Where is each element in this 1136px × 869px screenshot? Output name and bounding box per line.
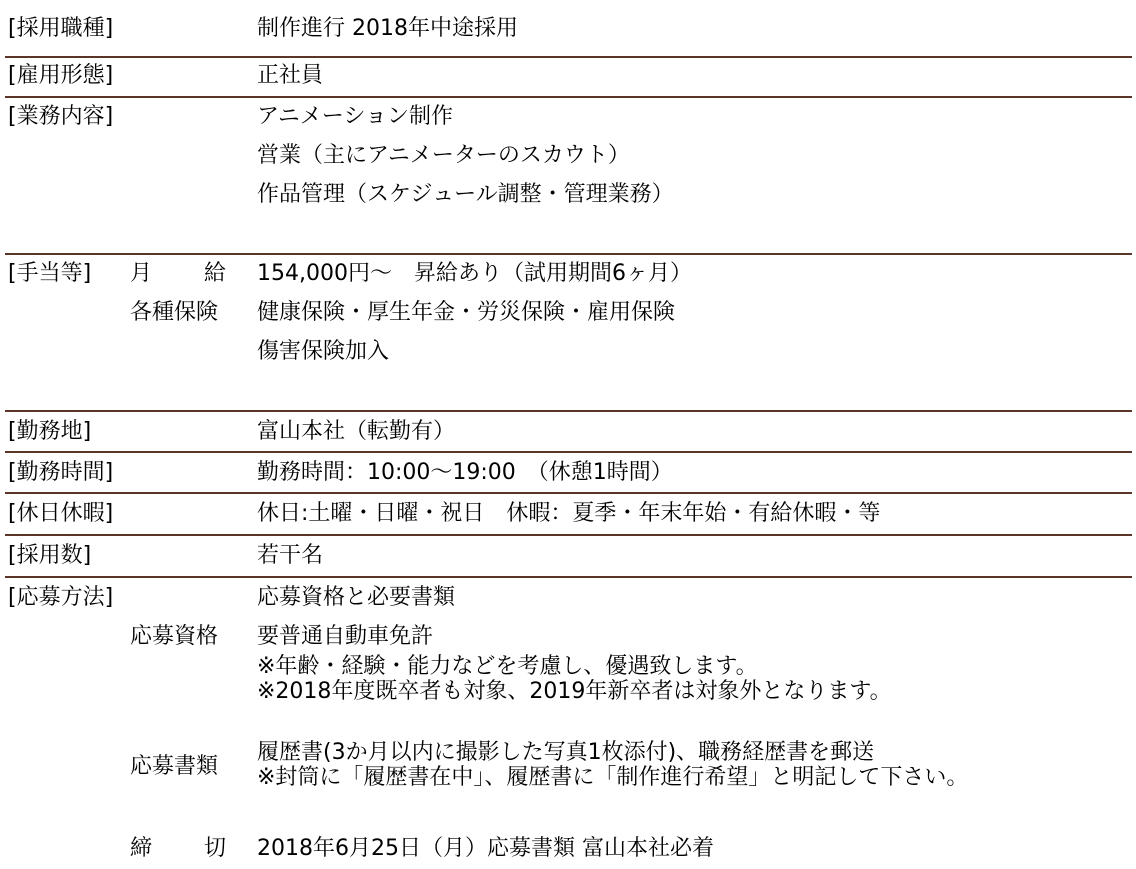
label-deadline-char: 切: [203, 836, 226, 861]
label-insurance: 各種保険: [130, 300, 219, 325]
insurance-line: 健康保険・厚生年金・労災保険・雇用保険: [257, 300, 676, 325]
divider: [5, 96, 1132, 98]
value-holidays: 休日:土曜・日曜・祝日 休暇：夏季・年末年始・有給休暇・等: [257, 501, 881, 526]
label-openings: [採用数]: [8, 543, 92, 568]
label-job-type: [採用職種]: [8, 16, 114, 41]
label-hours: [勤務時間]: [8, 460, 114, 485]
duty-line: 作品管理（スケジュール調整・管理業務）: [257, 182, 674, 207]
value-deadline: 2018年6月25日（月）応募書類 富山本社必着: [257, 836, 714, 861]
label-salary: [130, 263, 226, 285]
label-qualifications: 応募資格: [130, 624, 219, 649]
divider: [5, 492, 1132, 494]
label-salary-char: 給: [203, 261, 226, 286]
label-location: [勤務地]: [8, 419, 92, 444]
divider: [5, 451, 1132, 453]
label-duties: [業務内容]: [8, 104, 114, 129]
value-job-type: 制作進行 2018年中途採用: [257, 16, 518, 41]
document-line: 履歴書(3か月以内に撮影した写真1枚添付)、職務経歴書を郵送: [257, 740, 875, 765]
label-holidays: [休日休暇]: [8, 501, 114, 526]
value-employment: 正社員: [257, 63, 324, 88]
insurance-line: 傷害保険加入: [257, 339, 390, 364]
qualification-line: ※年齢・経験・能力などを考慮し、優遇致します。: [257, 654, 758, 679]
value-openings: 若干名: [257, 543, 324, 568]
value-location: 富山本社（転勤有）: [257, 419, 456, 444]
divider: [5, 410, 1132, 412]
document-line: ※封筒に「履歴書在中」、履歴書に「制作進行希望」と明記して下さい。: [257, 765, 969, 790]
label-documents: 応募書類: [130, 754, 219, 779]
qualification-line: ※2018年度既卒者も対象、2019年新卒者は対象外となります。: [257, 679, 892, 704]
label-salary-char: 月: [130, 261, 153, 286]
duty-line: アニメーション制作: [257, 104, 454, 129]
label-employment: [雇用形態]: [8, 63, 114, 88]
divider: [5, 56, 1132, 58]
divider: [5, 576, 1132, 578]
qualification-line: 要普通自動車免許: [257, 624, 434, 649]
label-deadline-char: 締: [130, 836, 153, 861]
label-allowances: [手当等]: [8, 261, 92, 286]
label-deadline: [130, 838, 226, 860]
application-intro: 応募資格と必要書類: [257, 585, 456, 610]
value-salary: 154,000円～ 昇給あり（試用期間6ヶ月）: [257, 261, 692, 286]
divider: [5, 534, 1132, 536]
value-hours: 勤務時間：10:00～19:00 （休憩1時間）: [257, 460, 673, 485]
label-application: [応募方法]: [8, 585, 114, 610]
divider: [5, 253, 1132, 255]
duty-line: 営業（主にアニメーターのスカウト）: [257, 143, 630, 168]
